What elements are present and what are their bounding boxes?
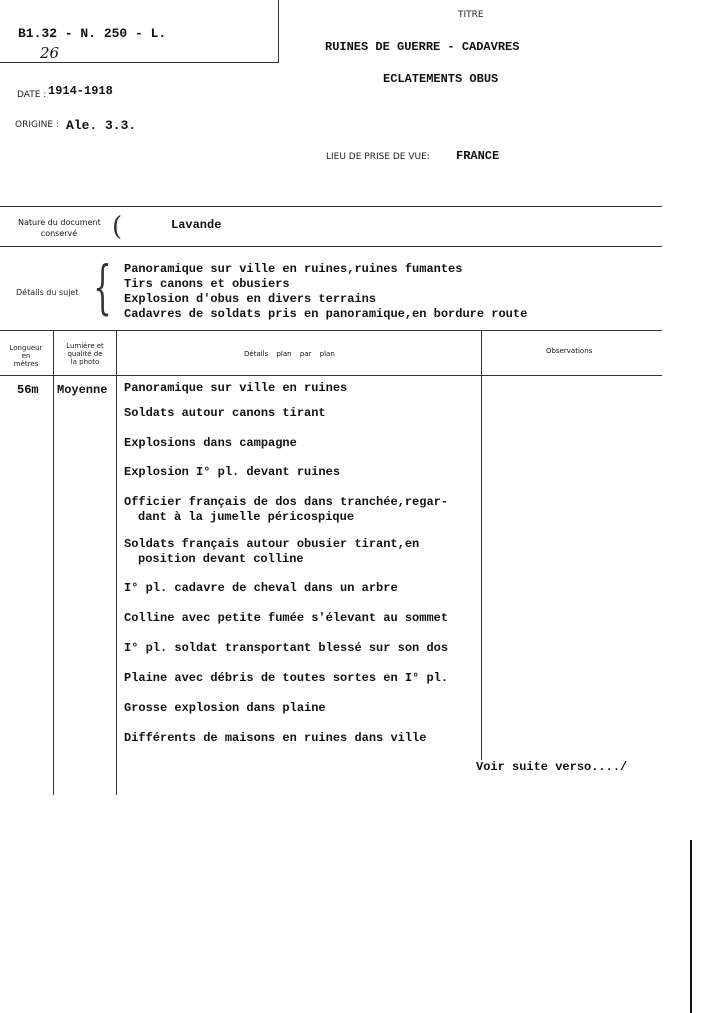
shot-line: I° pl. cadavre de cheval dans un arbre bbox=[124, 581, 398, 595]
title-line-2: ECLATEMENTS OBUS bbox=[383, 72, 499, 86]
date-label: DATE : bbox=[17, 90, 47, 100]
shot-line: Explosion I° pl. devant ruines bbox=[124, 465, 341, 479]
column-header-longueur bbox=[2, 344, 50, 368]
nature-bottom-line bbox=[0, 246, 662, 247]
scan-edge-mark bbox=[690, 840, 692, 1013]
details-sujet-bracket: { bbox=[93, 253, 112, 321]
shot-line: Officier français de dos dans tranchée,regar- bbox=[124, 495, 449, 509]
column-header-details: Détails plan par plan bbox=[244, 350, 335, 358]
column-header-lumiere-line: Lumière et bbox=[66, 342, 104, 350]
shot-line: dant à la jumelle péricospique bbox=[138, 510, 355, 524]
column-header-observations: Observations bbox=[546, 347, 593, 355]
nature-label bbox=[18, 217, 100, 239]
date-value: 1914-1918 bbox=[48, 84, 113, 98]
shot-line: Soldats autour canons tirant bbox=[124, 406, 326, 420]
origine-label: ORIGINE : bbox=[15, 120, 59, 130]
details-sujet-line: Panoramique sur ville en ruines,ruines fumantes bbox=[124, 262, 463, 276]
column-header-longueur-line: en bbox=[21, 352, 31, 360]
shot-line: Grosse explosion dans plaine bbox=[124, 701, 326, 715]
details-sujet-label: Détails du sujet bbox=[16, 288, 79, 297]
shot-line: Panoramique sur ville en ruines bbox=[124, 381, 348, 395]
shot-line: Soldats français autour obusier tirant,en bbox=[124, 537, 420, 551]
shot-line: Colline avec petite fumée s'élevant au sommet bbox=[124, 611, 449, 625]
shot-line: I° pl. soldat transportant blessé sur son dos bbox=[124, 641, 449, 655]
shot-line: Différents de maisons en ruines dans ville bbox=[124, 731, 427, 745]
shot-line: Plaine avec débris de toutes sortes en I° pl. bbox=[124, 671, 449, 685]
table-col-divider-2 bbox=[116, 330, 117, 795]
table-header-line bbox=[0, 375, 662, 376]
column-header-longueur-line: Longueur bbox=[9, 344, 43, 352]
column-header-lumiere-line: qualité de bbox=[67, 350, 103, 358]
reference-code: B1.32 - N. 250 - L. bbox=[18, 26, 167, 41]
continuation-note: Voir suite verso..../ bbox=[476, 760, 628, 774]
lieu-value: FRANCE bbox=[456, 149, 500, 163]
origine-value: Ale. 3.3. bbox=[66, 118, 137, 133]
nature-value: Lavande bbox=[171, 218, 222, 232]
nature-top-line bbox=[0, 206, 662, 207]
ref-box-bottom bbox=[0, 62, 278, 63]
nature-bracket: ( bbox=[112, 212, 123, 242]
title-line-1: RUINES DE GUERRE - CADAVRES bbox=[325, 40, 520, 54]
handwritten-number: 26 bbox=[40, 44, 60, 62]
details-sujet-line: Tirs canons et obusiers bbox=[124, 277, 290, 291]
lumiere-value: Moyenne bbox=[57, 383, 108, 397]
ref-box-right bbox=[278, 0, 279, 63]
titre-label: TITRE bbox=[458, 10, 484, 20]
table-col-divider-1 bbox=[53, 330, 54, 795]
nature-label-line-2: conservé bbox=[40, 229, 78, 238]
shot-line: position devant colline bbox=[138, 552, 304, 566]
lieu-label: LIEU DE PRISE DE VUE: bbox=[326, 152, 430, 162]
column-header-lumiere bbox=[56, 342, 114, 366]
nature-label-line-1: Nature du document bbox=[18, 218, 101, 227]
details-sujet-line: Explosion d'obus en divers terrains bbox=[124, 292, 377, 306]
table-col-divider-3 bbox=[481, 330, 482, 760]
details-sujet-line: Cadavres de soldats pris en panoramique,en bordure route bbox=[124, 307, 528, 321]
shot-line: Explosions dans campagne bbox=[124, 436, 297, 450]
column-header-longueur-line: mètres bbox=[13, 360, 39, 368]
table-top-line bbox=[0, 330, 662, 331]
longueur-value: 56m bbox=[17, 383, 39, 397]
column-header-lumiere-line: la photo bbox=[70, 358, 100, 366]
